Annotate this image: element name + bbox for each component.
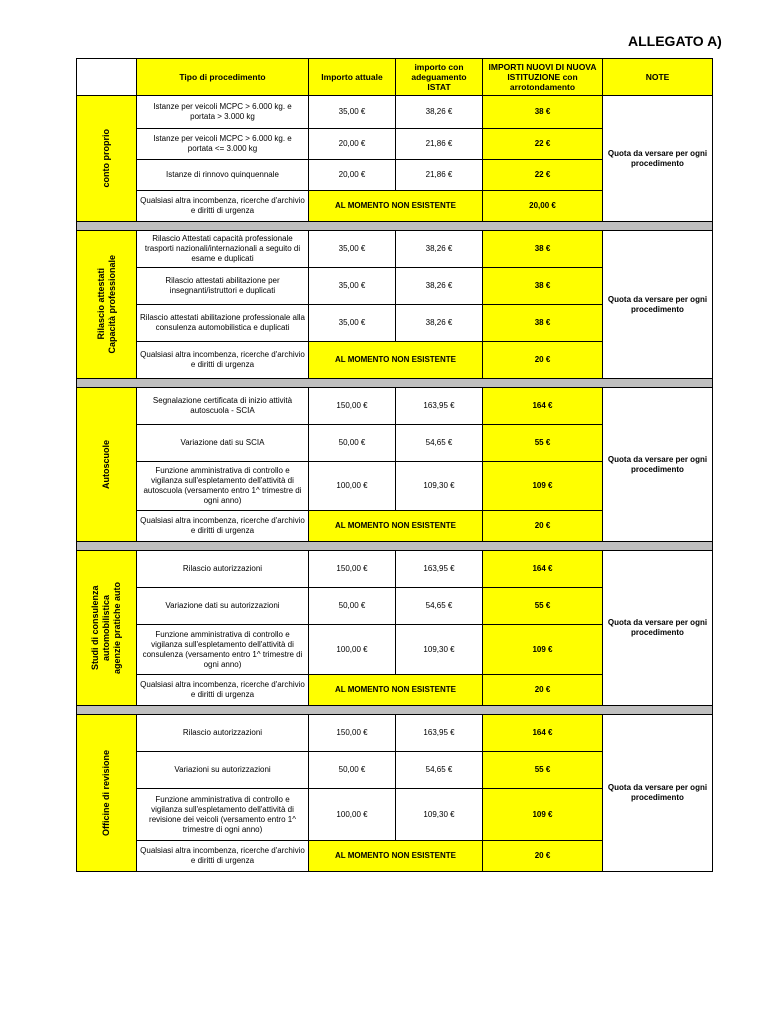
separator-cell: [77, 222, 713, 231]
current-amount-cell: 35,00 €: [309, 96, 396, 129]
istat-amount-cell: 163,95 €: [396, 715, 483, 752]
new-amount-cell: 109 €: [483, 625, 603, 675]
header-tipo: Tipo di procedimento: [137, 59, 309, 96]
header-importo-attuale: Importo attuale: [309, 59, 396, 96]
new-amount-cell: 20 €: [483, 511, 603, 542]
istat-amount-cell: 54,65 €: [396, 588, 483, 625]
procedure-type-cell: Funzione amministrativa di controllo e vigilanza sull'espletamento dell'attività di revisione dei veicoli (versamento entro 1^ trimestre di ogni anno): [137, 789, 309, 841]
table-row: [77, 388, 713, 425]
new-amount-cell: 38 €: [483, 96, 603, 129]
new-amount-cell: 20,00 €: [483, 191, 603, 222]
new-amount-cell: 55 €: [483, 588, 603, 625]
istat-amount-cell: 38,26 €: [396, 231, 483, 268]
new-amount-cell: 38 €: [483, 268, 603, 305]
istat-amount-cell: 21,86 €: [396, 129, 483, 160]
current-amount-cell: 100,00 €: [309, 462, 396, 511]
current-amount-cell: 35,00 €: [309, 268, 396, 305]
category-cell: [77, 388, 137, 542]
header-istat: importo con adeguamento ISTAT: [396, 59, 483, 96]
header-importi-nuovi: IMPORTI NUOVI DI NUOVA ISTITUZIONE con arrotondamento: [483, 59, 603, 96]
procedure-type-cell: Qualsiasi altra incombenza, ricerche d'archivio e diritti di urgenza: [137, 511, 309, 542]
category-label: Officine di revisione: [101, 749, 111, 837]
table-row: [77, 715, 713, 752]
new-amount-cell: 22 €: [483, 129, 603, 160]
istat-amount-cell: 54,65 €: [396, 425, 483, 462]
header-note: NOTE: [603, 59, 713, 96]
new-amount-cell: 164 €: [483, 551, 603, 588]
procedure-type-cell: Variazione dati su SCIA: [137, 425, 309, 462]
new-amount-cell: 109 €: [483, 789, 603, 841]
section-separator: [77, 222, 713, 231]
not-existing-cell: AL MOMENTO NON ESISTENTE: [309, 841, 483, 872]
istat-amount-cell: 109,30 €: [396, 789, 483, 841]
note-cell: Quota da versare per ogni procedimento: [603, 231, 713, 379]
new-amount-cell: 20 €: [483, 675, 603, 706]
current-amount-cell: 50,00 €: [309, 425, 396, 462]
current-amount-cell: 100,00 €: [309, 789, 396, 841]
procedure-type-cell: Istanze per veicoli MCPC > 6.000 kg. e portata <= 3.000 kg: [137, 129, 309, 160]
note-cell: Quota da versare per ogni procedimento: [603, 388, 713, 542]
current-amount-cell: 50,00 €: [309, 588, 396, 625]
not-existing-cell: AL MOMENTO NON ESISTENTE: [309, 675, 483, 706]
procedure-type-cell: Funzione amministrativa di controllo e vigilanza sull'espletamento dell'attività di autoscuola (versamento entro 1^ trimestre di ogni anno): [137, 462, 309, 511]
new-amount-cell: 164 €: [483, 388, 603, 425]
category-label: Studi di consulenza automobilistica agenzie pratiche auto: [90, 581, 122, 675]
new-amount-cell: 38 €: [483, 305, 603, 342]
separator-cell: [77, 542, 713, 551]
table-row: [77, 551, 713, 588]
istat-amount-cell: 109,30 €: [396, 462, 483, 511]
category-label: Rilascio attestati Capacità professionale: [95, 255, 117, 354]
istat-amount-cell: 38,26 €: [396, 268, 483, 305]
new-amount-cell: 22 €: [483, 160, 603, 191]
current-amount-cell: 20,00 €: [309, 129, 396, 160]
separator-cell: [77, 706, 713, 715]
section-separator: [77, 542, 713, 551]
table-header-row: [77, 59, 713, 96]
current-amount-cell: 35,00 €: [309, 231, 396, 268]
category-cell: [77, 96, 137, 222]
procedure-type-cell: Rilascio Attestati capacità professionale trasporti nazionali/internazionali a seguito di esame e duplicati: [137, 231, 309, 268]
procedure-type-cell: Qualsiasi altra incombenza, ricerche d'archivio e diritti di urgenza: [137, 191, 309, 222]
category-label: Autoscuole: [101, 439, 111, 489]
istat-amount-cell: 21,86 €: [396, 160, 483, 191]
fees-table: [76, 58, 713, 872]
new-amount-cell: 20 €: [483, 342, 603, 379]
istat-amount-cell: 163,95 €: [396, 551, 483, 588]
current-amount-cell: 50,00 €: [309, 752, 396, 789]
category-cell: [77, 231, 137, 379]
procedure-type-cell: Rilascio autorizzazioni: [137, 715, 309, 752]
section-separator: [77, 379, 713, 388]
procedure-type-cell: Qualsiasi altra incombenza, ricerche d'archivio e diritti di urgenza: [137, 675, 309, 706]
note-cell: Quota da versare per ogni procedimento: [603, 551, 713, 706]
new-amount-cell: 55 €: [483, 425, 603, 462]
new-amount-cell: 38 €: [483, 231, 603, 268]
procedure-type-cell: Rilascio attestati abilitazione professionale alla consulenza automobilistica e duplicati: [137, 305, 309, 342]
procedure-type-cell: Istanze per veicoli MCPC > 6.000 kg. e portata > 3.000 kg: [137, 96, 309, 129]
istat-amount-cell: 109,30 €: [396, 625, 483, 675]
procedure-type-cell: Qualsiasi altra incombenza, ricerche d'archivio e diritti di urgenza: [137, 841, 309, 872]
procedure-type-cell: Variazione dati su autorizzazioni: [137, 588, 309, 625]
istat-amount-cell: 38,26 €: [396, 96, 483, 129]
istat-amount-cell: 163,95 €: [396, 388, 483, 425]
current-amount-cell: 35,00 €: [309, 305, 396, 342]
category-label: conto proprio: [101, 129, 111, 188]
category-cell: [77, 715, 137, 872]
procedure-type-cell: Qualsiasi altra incombenza, ricerche d'archivio e diritti di urgenza: [137, 342, 309, 379]
table-row: [77, 231, 713, 268]
table-row: [77, 96, 713, 129]
current-amount-cell: 20,00 €: [309, 160, 396, 191]
new-amount-cell: 20 €: [483, 841, 603, 872]
current-amount-cell: 150,00 €: [309, 551, 396, 588]
procedure-type-cell: Rilascio attestati abilitazione per insegnanti/istruttori e duplicati: [137, 268, 309, 305]
procedure-type-cell: Istanze di rinnovo quinquennale: [137, 160, 309, 191]
section-separator: [77, 706, 713, 715]
current-amount-cell: 100,00 €: [309, 625, 396, 675]
istat-amount-cell: 54,65 €: [396, 752, 483, 789]
istat-amount-cell: 38,26 €: [396, 305, 483, 342]
procedure-type-cell: Segnalazione certificata di inizio attività autoscuola - SCIA: [137, 388, 309, 425]
new-amount-cell: 109 €: [483, 462, 603, 511]
not-existing-cell: AL MOMENTO NON ESISTENTE: [309, 191, 483, 222]
category-cell: [77, 551, 137, 706]
new-amount-cell: 164 €: [483, 715, 603, 752]
procedure-type-cell: Rilascio autorizzazioni: [137, 551, 309, 588]
current-amount-cell: 150,00 €: [309, 388, 396, 425]
new-amount-cell: 55 €: [483, 752, 603, 789]
note-cell: Quota da versare per ogni procedimento: [603, 96, 713, 222]
note-cell: Quota da versare per ogni procedimento: [603, 715, 713, 872]
procedure-type-cell: Funzione amministrativa di controllo e vigilanza sull'espletamento dell'attività di consulenza (versamento entro 1^ trimestre di ogni anno): [137, 625, 309, 675]
document-title: ALLEGATO A): [628, 33, 722, 49]
separator-cell: [77, 379, 713, 388]
procedure-type-cell: Variazioni su autorizzazioni: [137, 752, 309, 789]
current-amount-cell: 150,00 €: [309, 715, 396, 752]
header-blank-cell: [77, 59, 137, 96]
not-existing-cell: AL MOMENTO NON ESISTENTE: [309, 342, 483, 379]
not-existing-cell: AL MOMENTO NON ESISTENTE: [309, 511, 483, 542]
